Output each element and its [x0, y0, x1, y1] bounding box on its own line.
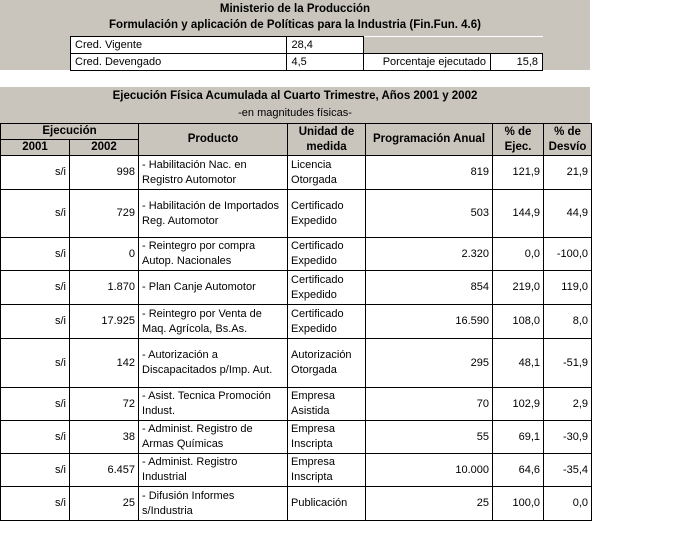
cell-2002: 72: [70, 388, 139, 421]
table-row: [1, 271, 592, 305]
cell-producto: - Difusión Informes s/Industria: [139, 487, 288, 521]
ministry-title: Ministerio de la Producción: [219, 3, 371, 15]
cell-2001: s/i: [1, 238, 70, 271]
cred-devengado-value: 4,5: [287, 54, 364, 71]
cell-pct-desvio: -100,0: [544, 238, 592, 271]
cell-2002: 17.925: [70, 305, 139, 339]
execution-table: [0, 123, 592, 521]
cell-programacion: 2.320: [366, 238, 493, 271]
cell-2001: s/i: [1, 156, 70, 190]
cell-unidad: Certificado Expedido: [288, 271, 366, 305]
cell-pct-ejec: 100,0: [493, 487, 544, 521]
cell-2002: 25: [70, 487, 139, 521]
table-row: [1, 339, 592, 388]
section-header: [0, 87, 590, 123]
cell-unidad: Certificado Expedido: [288, 238, 366, 271]
header-2001: 2001: [1, 140, 70, 156]
cell-2001: s/i: [1, 305, 70, 339]
cell-pct-ejec: 144,9: [493, 190, 544, 238]
cred-vigente-label: Cred. Vigente: [71, 37, 287, 54]
cell-2001: s/i: [1, 271, 70, 305]
cell-2001: s/i: [1, 339, 70, 388]
cell-pct-desvio: 0,0: [544, 487, 592, 521]
cell-2002: 1.870: [70, 271, 139, 305]
cell-programacion: 16.590: [366, 305, 493, 339]
cell-programacion: 819: [366, 156, 493, 190]
cell-programacion: 70: [366, 388, 493, 421]
table-row: [1, 421, 592, 454]
cell-2002: 6.457: [70, 454, 139, 487]
cell-pct-ejec: 121,9: [493, 156, 544, 190]
cred-devengado-label: Cred. Devengado: [71, 54, 287, 71]
header-pct-ejec: % de Ejec.: [493, 124, 544, 156]
cell-unidad: Empresa Inscripta: [288, 421, 366, 454]
cell-programacion: 295: [366, 339, 493, 388]
header-unidad: Unidad de medida: [288, 124, 366, 156]
cell-unidad: Certificado Expedido: [288, 305, 366, 339]
cell-programacion: 10.000: [366, 454, 493, 487]
porcentaje-value: 15,8: [491, 54, 543, 71]
cell-unidad: Empresa Inscripta: [288, 454, 366, 487]
table-row: [1, 454, 592, 487]
cell-pct-desvio: 8,0: [544, 305, 592, 339]
cred-blank: [491, 37, 543, 54]
program-title: Formulación y aplicación de Políticas para la Industria (Fin.Fun. 4.6): [109, 19, 481, 31]
cell-2001: s/i: [1, 388, 70, 421]
cell-programacion: 55: [366, 421, 493, 454]
cell-pct-ejec: 0,0: [493, 238, 544, 271]
cell-producto: - Reintegro por compra Autop. Nacionales: [139, 238, 288, 271]
cell-2002: 0: [70, 238, 139, 271]
cell-producto: - Habilitación Nac. en Registro Automotor: [139, 156, 288, 190]
cell-pct-desvio: 2,9: [544, 388, 592, 421]
cell-producto: - Plan Canje Automotor: [139, 271, 288, 305]
cred-blank: [364, 37, 491, 54]
cell-unidad: Certificado Expedido: [288, 190, 366, 238]
header-pct-desvio: % de Desvío: [544, 124, 592, 156]
table-row: [1, 487, 592, 521]
header-2002: 2002: [70, 140, 139, 156]
section-title: Ejecución Física Acumulada al Cuarto Trimestre, Años 2001 y 2002: [112, 90, 478, 102]
header-programacion: Programación Anual: [366, 124, 493, 156]
header-ejecucion: Ejecución: [1, 124, 139, 140]
cell-pct-ejec: 64,6: [493, 454, 544, 487]
cell-producto: - Reintegro por Venta de Maq. Agrícola, Bs.As.: [139, 305, 288, 339]
table-row: [1, 238, 592, 271]
cell-2002: 142: [70, 339, 139, 388]
cell-pct-ejec: 48,1: [493, 339, 544, 388]
cell-pct-desvio: 119,0: [544, 271, 592, 305]
section-subtitle: -en magnitudes físicas-: [238, 107, 352, 119]
cell-2002: 729: [70, 190, 139, 238]
cell-producto: - Autorización a Discapacitados p/Imp. Aut.: [139, 339, 288, 388]
cell-unidad: Publicación: [288, 487, 366, 521]
table-row: [1, 190, 592, 238]
cell-2002: 998: [70, 156, 139, 190]
cred-vigente-value: 28,4: [287, 37, 364, 54]
cell-programacion: 854: [366, 271, 493, 305]
table-row: [1, 156, 592, 190]
cell-2001: s/i: [1, 487, 70, 521]
cell-unidad: Autorización Otorgada: [288, 339, 366, 388]
cell-pct-desvio: 21,9: [544, 156, 592, 190]
cell-producto: - Administ. Registro Industrial: [139, 454, 288, 487]
cell-unidad: Licencia Otorgada: [288, 156, 366, 190]
cell-2002: 38: [70, 421, 139, 454]
table-row: [1, 305, 592, 339]
cell-producto: - Habilitación de Importados Reg. Automotor: [139, 190, 288, 238]
cell-pct-desvio: -30,9: [544, 421, 592, 454]
cell-2001: s/i: [1, 421, 70, 454]
cell-unidad: Empresa Asistida: [288, 388, 366, 421]
cell-pct-desvio: -35,4: [544, 454, 592, 487]
header-producto: Producto: [139, 124, 288, 156]
table-row: [1, 388, 592, 421]
cell-pct-ejec: 102,9: [493, 388, 544, 421]
credits-table: [70, 36, 543, 71]
cell-pct-ejec: 219,0: [493, 271, 544, 305]
cell-pct-desvio: -51,9: [544, 339, 592, 388]
cell-pct-desvio: 44,9: [544, 190, 592, 238]
cell-programacion: 25: [366, 487, 493, 521]
cell-2001: s/i: [1, 454, 70, 487]
cell-pct-ejec: 108,0: [493, 305, 544, 339]
cell-programacion: 503: [366, 190, 493, 238]
cell-producto: - Asist. Tecnica Promoción Indust.: [139, 388, 288, 421]
porcentaje-label: Porcentaje ejecutado: [364, 54, 491, 71]
cell-pct-ejec: 69,1: [493, 421, 544, 454]
cell-producto: - Administ. Registro de Armas Químicas: [139, 421, 288, 454]
cell-2001: s/i: [1, 190, 70, 238]
